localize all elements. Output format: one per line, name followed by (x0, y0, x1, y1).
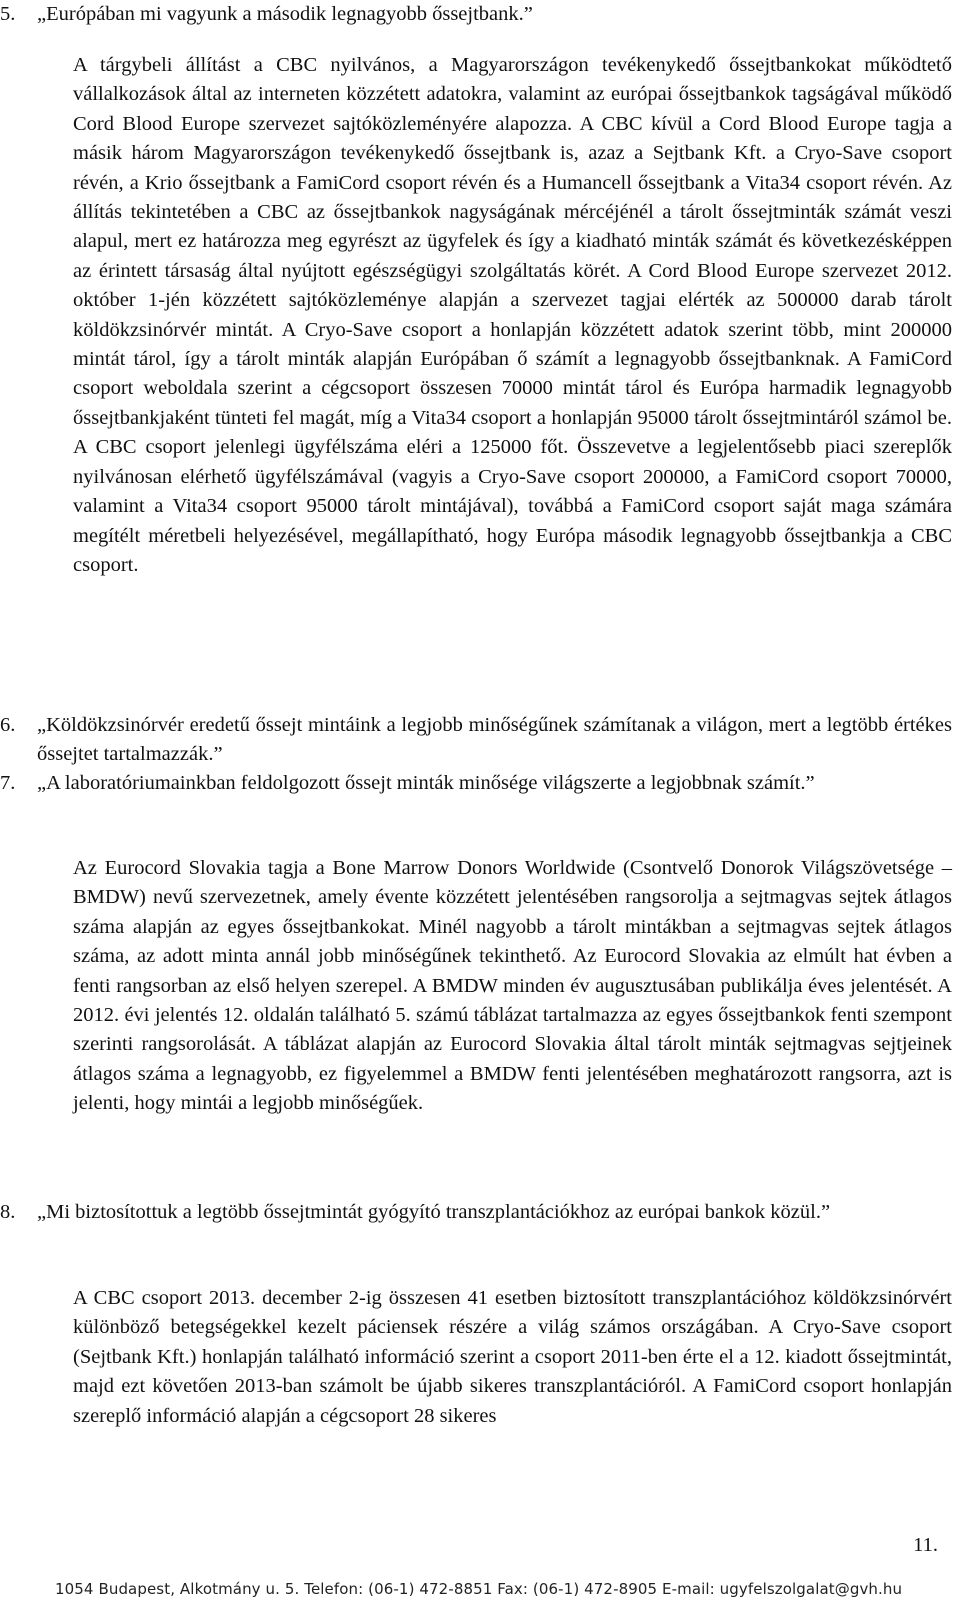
item-8-paragraph: A CBC csoport 2013. december 2-ig összesen 41 esetben biztosított transzplantációhoz köldökzsinórvért különböző betegségekkel kezelt páciensek részére a világ számos országában. A Cryo-Save csoport (Sejtbank Kft.) honlapján található információ szerint a csoport 2011-ben érte el a 12. kiadott őssejtmintát, majd ezt követően 2013-ban számolt be újabb sikeres transzplantációról. A FamiCord csoport honlapján szereplő információ alapján a cégcsoport 28 sikeres (73, 1287, 952, 1427)
item-heading: „Mi biztosítottuk a legtöbb őssejtmintát gyógyító transzplantációkhoz az európai bankok közül.” (37, 1201, 831, 1223)
list-item-8 (0, 1198, 952, 1227)
item-number: 8. (0, 1201, 16, 1223)
item-5-paragraph: A tárgybeli állítást a CBC nyilvános, a Magyarországon tevékenykedő őssejtbankokat működtető vállalkozások által az interneten közzétett adatokra, valamint az európai őssejtbankok tagságával működő Cord Blood Europe szervezet sajtóközleményére alapozza. A CBC kívül a Cord Blood Europe tagja a másik három Magyarországon tevékenykedő őssejtbank is, azaz a Sejtbank Kft. a Cryo-Save csoport révén, a Krio őssejtbank a FamiCord csoport révén és a Humancell őssejtbank a Vita34 csoport révén. Az állítás tekintetében a CBC az őssejtbankok nagyságának mércéjénél a tárolt őssejtminták számát veszi alapul, mert ez határozza meg egyrészt az ügyfelek és így a kiadható minták számát és következésképpen az érintett társaság által nyújtott egészségügyi szolgáltatás körét. A Cord Blood Europe szervezet 2012. október 1-jén közzétett sajtóközleménye alapján a szervezet tagjai elérték az 500000 darab tárolt köldökzsinórvér mintát. A Cryo-Save csoport a honlapján közzétett adatok szerint több, mint 200000 mintát tárol, így a tárolt minták alapján Európában ő számít a legnagyobb őssejtbanknak. A FamiCord csoport weboldala szerint a cégcsoport összesen 70000 mintát tárol és Európa harmadik legnagyobb őssejtbankjaként tünteti fel magát, míg a Vita34 csoport a honlapján 95000 tárolt őssejtmintáról számol be. A CBC csoport jelenlegi ügyfélszáma eléri a 125000 főt. Összevetve a legjelentősebb piaci szereplők nyilvánosan elérhető ügyfélszámával (vagyis a Cryo-Save csoport 200000, a FamiCord csoport 70000, valamint a Vita34 csoport 95000 tárolt mintájával), továbbá a FamiCord csoport saját maga számára megítélt méretbeli helyezésével, megállapítható, hogy Európa második legnagyobb őssejtbankja a CBC csoport. (73, 54, 952, 576)
list-item-7 (0, 769, 952, 798)
item-heading: „Európában mi vagyunk a második legnagyobb őssejtbank.” (37, 3, 533, 25)
page-footer: 1054 Budapest, Alkotmány u. 5. Telefon: (06-1) 472-8851 Fax: (06-1) 472-8905 E-mail: ugyfelszolgalat@gvh.hu (55, 1580, 903, 1598)
item-number: 5. (0, 3, 16, 25)
item-heading: „A laboratóriumainkban feldolgozott őssejt minták minősége világszerte a legjobbnak számít.” (37, 772, 815, 794)
list-item-6 (0, 711, 952, 769)
item-number: 6. (0, 714, 16, 736)
item-number: 7. (0, 772, 16, 794)
item-heading: „Köldökzsinórvér eredetű őssejt mintáink a legjobb minőségűnek számítanak a világon, mert a legtöbb értékes őssejtet tartalmazzák.” (37, 714, 952, 766)
item-7-paragraph: Az Eurocord Slovakia tagja a Bone Marrow Donors Worldwide (Csontvelő Donorok Világszövetsége – BMDW) nevű szervezetnek, amely évente közzétett jelentésében rangsorolja a sejtmagvas sejtek átlagos száma alapján az egyes őssejtbankokat. Minél nagyobb a tárolt mintákban a sejtmagvas sejtek átlagos száma, az adott minta annál jobb minőségűnek tekinthető. Az Eurocord Slovakia az elmúlt hat évben a fenti rangsorban az első helyen szerepel. A BMDW minden év augusztusában publikálja éves jelentését. A 2012. évi jelentés 12. oldalán található 5. számú táblázat tartalmazza az egyes őssejtbankok fenti szempont szerinti rangsorolását. A táblázat alapján az Eurocord Slovakia által tárolt minták sejtmagvas sejtjeinek átlagos száma a legnagyobb, ez figyelemmel a BMDW fenti jelentésében meghatározott rangsorra, azt is jelenti, hogy mintái a legjobb minőségűek. (73, 857, 952, 1115)
list-item-5 (0, 0, 952, 29)
page-number: 11. (913, 1534, 938, 1556)
